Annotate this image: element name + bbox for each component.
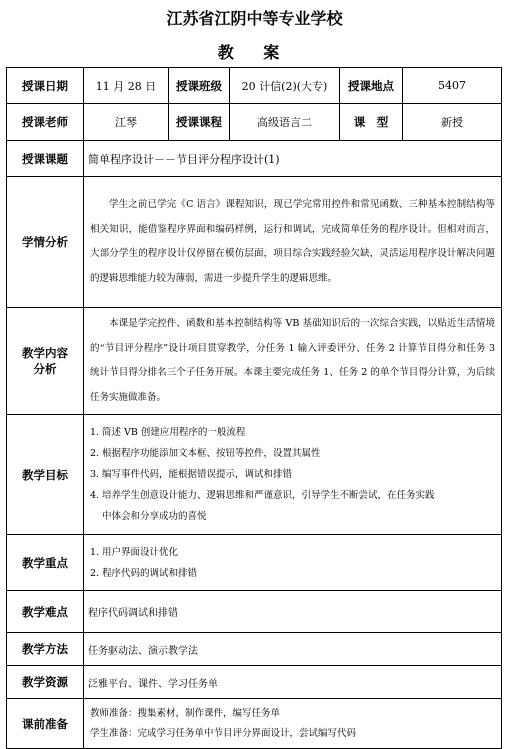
- difficulty-value: 程序代码调试和排错: [84, 591, 502, 633]
- goal-item: 2. 根据程序功能添加文本框、按钮等控件，设置其属性: [90, 448, 321, 459]
- analysis-text: 学生之前已学完《C 语言》课程知识，现已学完常用控件和常见函数、三种基本控制结构等相关知识，能借鉴程序界面和编码样例，运行和调试，完成简单任务的程序设计。但相对而言，大部分学生的程序设计仅停留在模仿层面，项目综合实践经验欠缺，灵活运用程序设计解决问题的逻辑思维能力较为薄弱，需进一步提升学生的逻辑思维。: [90, 199, 495, 284]
- methods-label: 教学方法: [7, 633, 84, 666]
- goals-cell: [84, 415, 502, 535]
- row-difficulty: [7, 591, 502, 633]
- content-analysis-text: 本课是学完控件、函数和基本控制结构等 VB 基础知识后的一次综合实践，以贴近生活情境的“节目评分程序”设计项目贯穿教学，分任务 1 输入评委评分、任务 2 计算节目得分和任务 3 统计节目得分排名三个子任务开展。本课主要完成任务 1、任务 2 的单个节目得分计算，为后续任务实施做准备。: [90, 318, 495, 403]
- date-value: 11 月 28 日: [84, 68, 169, 104]
- row-content-analysis: [7, 308, 502, 415]
- key-points-label: 教学重点: [7, 535, 84, 591]
- preparation-label: 课前准备: [7, 699, 84, 749]
- goal-item: 3. 编写事件代码，能根据错误提示，调试和排错: [90, 469, 293, 480]
- analysis-label: 学情分析: [7, 177, 84, 308]
- row-resources: [7, 666, 502, 699]
- methods-value: 任务驱动法、演示教学法: [84, 633, 502, 666]
- place-label: 授课地点: [340, 68, 403, 104]
- key-point-item: 1. 用户界面设计优化: [90, 546, 179, 558]
- row-teacher-course-type: [7, 104, 502, 141]
- teacher-label: 授课老师: [7, 104, 84, 141]
- row-student-analysis: [7, 177, 502, 308]
- row-preparation: [7, 699, 502, 749]
- school-name: 江苏省江阴中等专业学校: [166, 9, 343, 28]
- content-analysis-label-line2: 分析: [33, 362, 57, 376]
- teacher-preparation: 教师准备：搜集素材，制作课件，编写任务单: [90, 707, 281, 719]
- goal-item: 4. 培养学生创意设计能力、逻辑思维和严谨意识，引导学生不断尝试，在任务实践: [90, 490, 435, 501]
- type-value: 新授: [403, 104, 502, 141]
- goals-label: 教学目标: [7, 415, 84, 535]
- resources-label: 教学资源: [7, 666, 84, 699]
- date-label: 授课日期: [7, 68, 84, 104]
- goal-item-continuation: 中体会和分享成功的喜悦: [102, 511, 207, 522]
- class-label: 授课班级: [169, 68, 230, 104]
- student-preparation: 学生准备：完成学习任务单中节目评分界面设计，尝试编写代码: [90, 727, 357, 739]
- course-label: 授课课程: [169, 104, 230, 141]
- content-analysis-label: [7, 308, 84, 415]
- analysis-cell: [84, 177, 502, 308]
- row-date-class-place: [7, 68, 502, 104]
- course-value: 高级语言二: [230, 104, 340, 141]
- key-point-item: 2. 程序代码的调试和排错: [90, 567, 198, 579]
- content-analysis-cell: [84, 308, 502, 415]
- goal-item: 1. 简述 VB 创建应用程序的一般流程: [90, 427, 246, 438]
- topic-label: 授课课题: [7, 141, 84, 177]
- type-label: 课 型: [340, 104, 403, 141]
- class-value: 20 计信(2)(大专): [230, 68, 340, 104]
- content-analysis-label-line1: 教学内容: [22, 346, 68, 360]
- lesson-plan-table: [6, 67, 502, 749]
- row-methods: [7, 633, 502, 666]
- row-key-points: [7, 535, 502, 591]
- topic-value: 简单程序设计－－节目评分程序设计(1): [84, 141, 502, 177]
- key-points-cell: [84, 535, 502, 591]
- resources-value: 泛雅平台、课件、学习任务单: [84, 666, 502, 699]
- difficulty-label: 教学难点: [7, 591, 84, 633]
- place-value: 5407: [403, 68, 502, 104]
- preparation-cell: [84, 699, 502, 749]
- teacher-value: 江琴: [84, 104, 169, 141]
- document-title: 教 案: [217, 43, 292, 62]
- row-teaching-goals: [7, 415, 502, 535]
- row-topic: [7, 141, 502, 177]
